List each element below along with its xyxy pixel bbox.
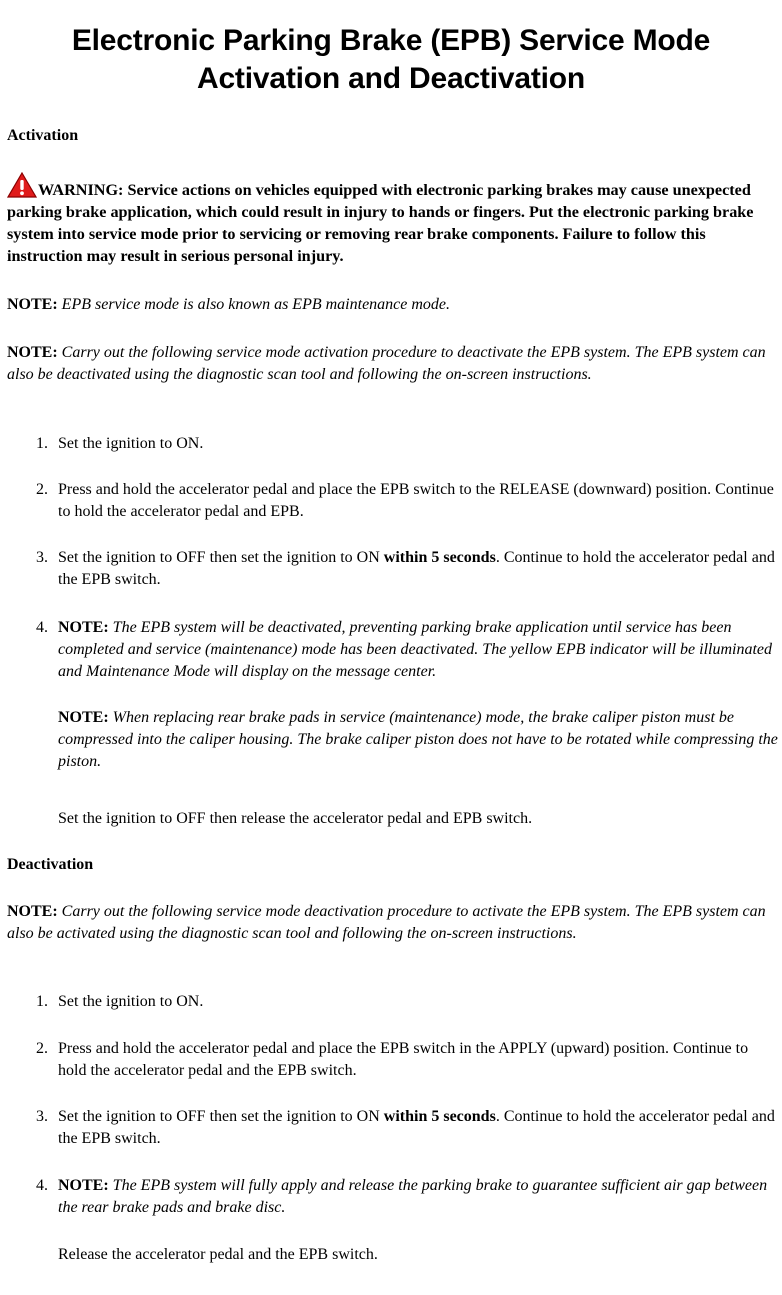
step-number: 4. xyxy=(36,619,48,636)
title-line-2: Activation and Deactivation xyxy=(196,62,585,95)
note-text: When replacing rear brake pads in service (maintenance) mode, the brake caliper piston must be compressed into the caliper housing. The brake caliper piston does not have to be rotated while compressing the piston. xyxy=(58,709,778,770)
deactivation-step-3 xyxy=(36,1106,776,1150)
activation-step-1 xyxy=(36,433,776,455)
step-text-part: . Continue to hold the accelerator pedal and the EPB switch. xyxy=(58,549,775,588)
step-number: 2. xyxy=(36,1040,48,1057)
deactivation-heading: Deactivation xyxy=(7,856,94,873)
note-label: NOTE: xyxy=(58,1177,109,1194)
step-number: 3. xyxy=(36,549,48,566)
activation-step-4-caliper-note xyxy=(58,707,778,773)
warning-text: Service actions on vehicles equipped with electronic parking brakes may cause unexpected parking brake application, which could result in injury to hands or fingers. Put the electronic parking brake system into service mode prior to servicing or removing rear brake components. Failure to follow this instruction may result in serious personal injury. xyxy=(7,181,754,265)
note-label: NOTE: xyxy=(58,619,109,636)
step-number: 4. xyxy=(36,1177,48,1194)
title-line-1: Electronic Parking Brake (EPB) Service Mode xyxy=(71,24,711,57)
step-text: Set the ignition to ON. xyxy=(58,435,204,452)
note-text: The EPB system will be deactivated, preventing parking brake application until service has been completed and service (maintenance) mode has been deactivated. The yellow EPB indicator will be illuminated and Maintenance Mode will display on the message center. xyxy=(58,619,773,680)
step-text-part: Set the ignition to OFF then set the ignition to ON xyxy=(58,549,384,566)
step-number: 3. xyxy=(36,1108,48,1125)
step-text: Press and hold the accelerator pedal and place the EPB switch to the RELEASE (downward) position. Continue to hold the accelerator pedal and EPB. xyxy=(58,481,774,520)
step-note xyxy=(58,1175,776,1219)
step-text: Press and hold the accelerator pedal and place the EPB switch in the APPLY (upward) position. Continue to hold the accelerator pedal and the EPB switch. xyxy=(58,1040,749,1079)
page-title xyxy=(0,22,782,98)
note-deactivation-procedure xyxy=(7,901,777,945)
warning-block xyxy=(7,172,777,267)
note-label: NOTE: xyxy=(7,903,58,920)
activation-step-4-action: Set the ignition to OFF then release the accelerator pedal and EPB switch. xyxy=(58,810,533,827)
note-label: NOTE: xyxy=(7,296,58,313)
note-text: Carry out the following service mode deactivation procedure to activate the EPB system. The EPB system can also be activated using the diagnostic scan tool and following the on-screen instructions. xyxy=(7,903,766,942)
activation-step-4 xyxy=(36,617,776,683)
step-text: Set the ignition to ON. xyxy=(58,993,204,1010)
step-text-part: . Continue to hold the accelerator pedal and the EPB switch. xyxy=(58,1108,775,1147)
step-text xyxy=(58,547,776,591)
step-emphasis: within 5 seconds xyxy=(383,549,496,566)
deactivation-step-1 xyxy=(36,991,776,1013)
note-text: EPB service mode is also known as EPB maintenance mode. xyxy=(57,296,451,313)
warning-triangle-icon xyxy=(7,172,37,198)
note-text: The EPB system will fully apply and release the parking brake to guarantee sufficient air gap between the rear brake pads and brake disc. xyxy=(58,1177,768,1216)
deactivation-step-4 xyxy=(36,1175,776,1219)
activation-heading: Activation xyxy=(7,127,79,144)
deactivation-step-4-action: Release the accelerator pedal and the EPB switch. xyxy=(58,1246,378,1263)
activation-step-2 xyxy=(36,479,776,523)
step-emphasis: within 5 seconds xyxy=(383,1108,496,1125)
step-number: 1. xyxy=(36,993,48,1010)
step-text-part: Set the ignition to OFF then set the ignition to ON xyxy=(58,1108,384,1125)
note-text: Carry out the following service mode activation procedure to deactivate the EPB system. The EPB system can also be deactivated using the diagnostic scan tool and following the on-screen instructions. xyxy=(7,344,766,383)
step-number: 2. xyxy=(36,481,48,498)
activation-step-3 xyxy=(36,547,776,591)
warning-label: WARNING: xyxy=(38,181,124,199)
step-number: 1. xyxy=(36,435,48,452)
deactivation-step-2 xyxy=(36,1038,776,1082)
step-note xyxy=(58,617,776,683)
step-text xyxy=(58,1106,776,1150)
note-activation-procedure xyxy=(7,342,777,386)
note-label: NOTE: xyxy=(58,709,109,726)
note-label: NOTE: xyxy=(7,344,58,361)
note-service-mode-alias xyxy=(7,294,777,316)
